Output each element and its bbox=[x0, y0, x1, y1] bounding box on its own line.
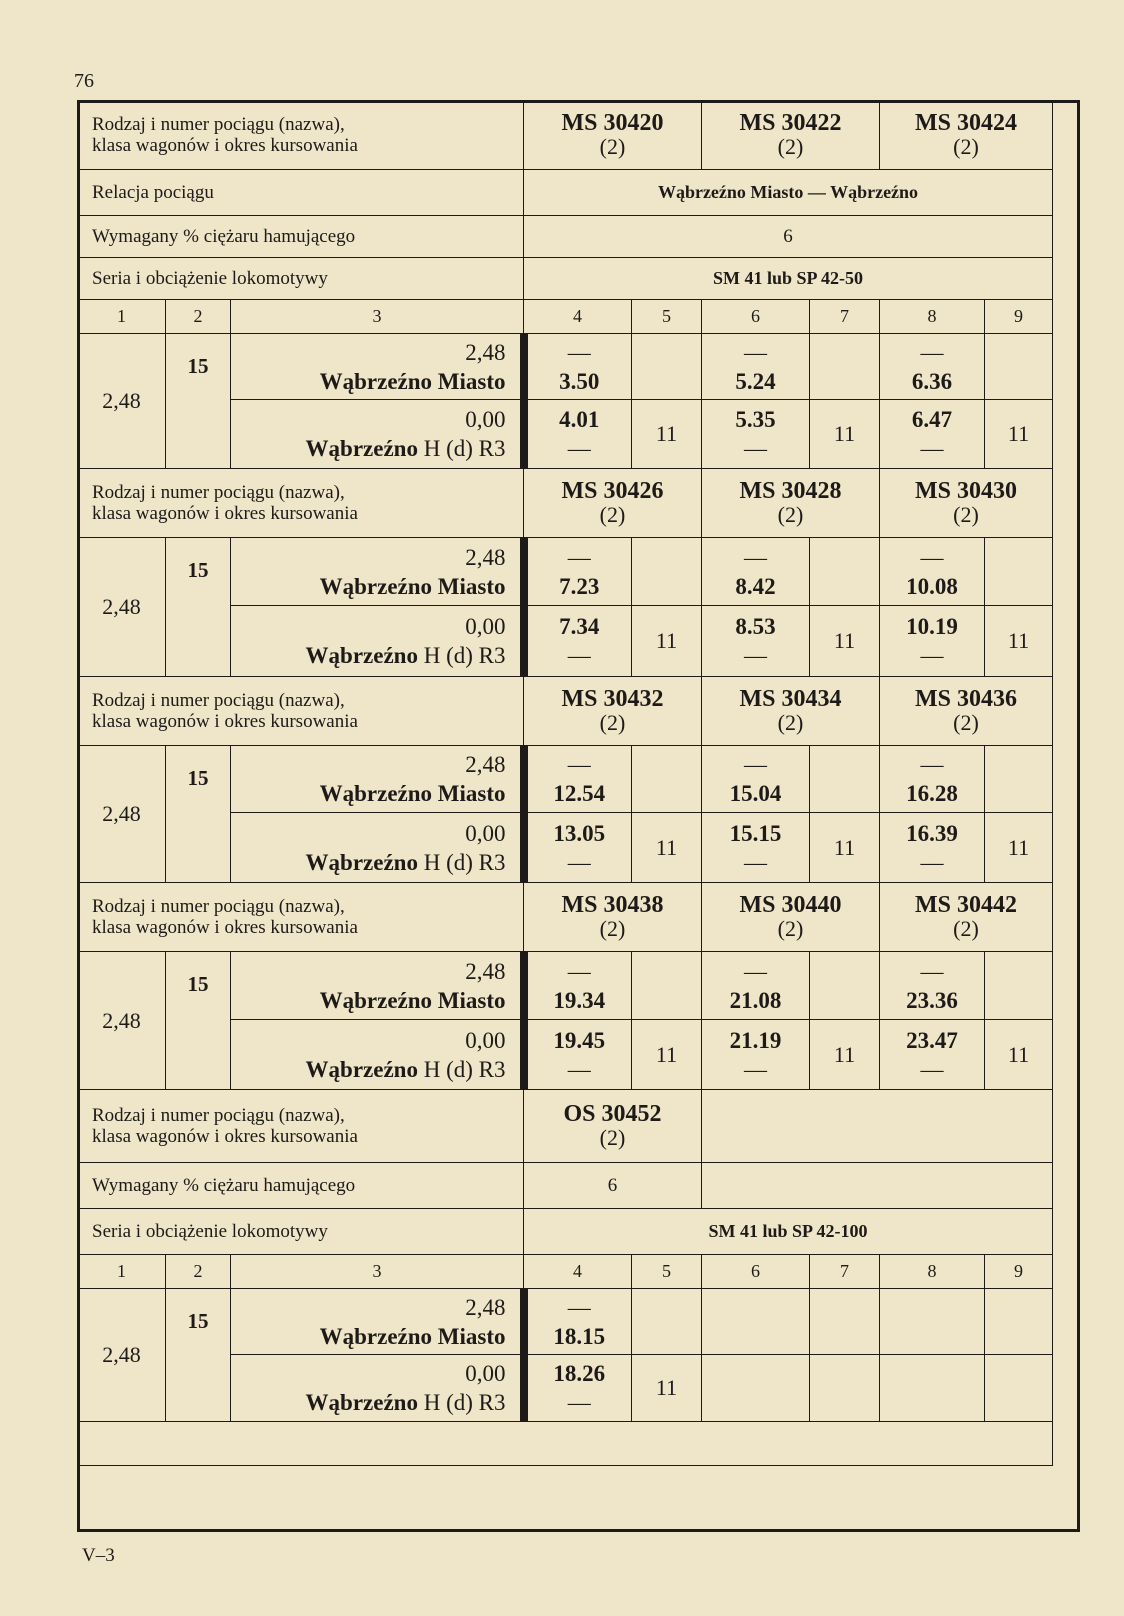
time-cell: 19.45 — bbox=[524, 1020, 632, 1090]
train-header: MS 30420 (2) bbox=[524, 101, 702, 170]
track-cell bbox=[985, 952, 1053, 1020]
station-start: 2,48 Wąbrzeźno Miasto bbox=[231, 1289, 524, 1355]
station-end: 0,00 Wąbrzeźno H (d) R3 bbox=[231, 1355, 524, 1422]
empty-cell bbox=[702, 1355, 810, 1422]
column-number: 4 bbox=[524, 1255, 632, 1289]
train-header: OS 30452 (2) bbox=[524, 1090, 702, 1163]
station-row-departure bbox=[78, 952, 1053, 1020]
time-cell: 10.19 — bbox=[880, 606, 985, 677]
column-number: 2 bbox=[166, 300, 231, 334]
time-cell: — 3.50 bbox=[524, 334, 632, 400]
track-cell bbox=[985, 538, 1053, 606]
time-cell: 4.01 — bbox=[524, 400, 632, 469]
time-cell: — 10.08 bbox=[880, 538, 985, 606]
time-cell: — 5.24 bbox=[702, 334, 810, 400]
station-end: 0,00 Wąbrzeźno H (d) R3 bbox=[231, 1020, 524, 1090]
train-header: MS 30430 (2) bbox=[880, 469, 1053, 538]
distance-km: 2,48 bbox=[78, 1289, 166, 1422]
column-number: 9 bbox=[985, 300, 1053, 334]
track-cell: 11 bbox=[810, 813, 880, 883]
station-start: 2,48 Wąbrzeźno Miasto bbox=[231, 746, 524, 813]
train-header-label: Rodzaj i numer pociągu (nazwa), klasa wagonów i okres kursowania bbox=[78, 1090, 524, 1163]
empty-cell bbox=[985, 1355, 1053, 1422]
brake-label: Wymagany % ciężaru hamującego bbox=[78, 1163, 524, 1209]
time-cell: — 23.36 bbox=[880, 952, 985, 1020]
station-start: 2,48 Wąbrzeźno Miasto bbox=[231, 538, 524, 606]
track-cell bbox=[810, 538, 880, 606]
track-cell bbox=[810, 952, 880, 1020]
time-cell: 15.15 — bbox=[702, 813, 810, 883]
train-header-label: Rodzaj i numer pociągu (nazwa), klasa wagonów i okres kursowania bbox=[78, 883, 524, 952]
empty-cell bbox=[702, 1289, 810, 1355]
time-cell: 6.47 — bbox=[880, 400, 985, 469]
track-cell: 11 bbox=[632, 1020, 702, 1090]
empty-cell bbox=[985, 1289, 1053, 1355]
track-cell: 11 bbox=[985, 813, 1053, 883]
empty-cell bbox=[702, 1090, 1053, 1163]
column-number: 7 bbox=[810, 300, 880, 334]
time-cell: 5.35 — bbox=[702, 400, 810, 469]
loco-label: Seria i obciążenie lokomotywy bbox=[78, 258, 524, 300]
line-number: 15 bbox=[166, 538, 231, 677]
station-row-departure bbox=[78, 1289, 1053, 1355]
time-cell: 7.34 — bbox=[524, 606, 632, 677]
time-cell: — 18.15 bbox=[524, 1289, 632, 1355]
empty-cell bbox=[78, 1422, 1053, 1466]
column-number: 5 bbox=[632, 1255, 702, 1289]
empty-cell bbox=[880, 1355, 985, 1422]
column-number: 4 bbox=[524, 300, 632, 334]
train-header: MS 30440 (2) bbox=[702, 883, 880, 952]
column-number: 6 bbox=[702, 1255, 810, 1289]
column-number: 6 bbox=[702, 300, 810, 334]
train-header-label: Rodzaj i numer pociągu (nazwa), klasa wagonów i okres kursowania bbox=[78, 101, 524, 170]
blank-row bbox=[78, 1422, 1053, 1466]
loco-value: SM 41 lub SP 42-50 bbox=[524, 258, 1053, 300]
time-cell: — 12.54 bbox=[524, 746, 632, 813]
distance-km: 2,48 bbox=[78, 746, 166, 883]
column-number: 3 bbox=[231, 1255, 524, 1289]
track-cell bbox=[632, 538, 702, 606]
station-end: 0,00 Wąbrzeźno H (d) R3 bbox=[231, 813, 524, 883]
loco-label: Seria i obciążenie lokomotywy bbox=[78, 1209, 524, 1255]
empty-cell bbox=[702, 1163, 1053, 1209]
track-cell: 11 bbox=[985, 1020, 1053, 1090]
track-cell: 11 bbox=[810, 400, 880, 469]
track-cell bbox=[985, 746, 1053, 813]
track-cell: 11 bbox=[985, 606, 1053, 677]
time-cell: — 6.36 bbox=[880, 334, 985, 400]
brake-value: 6 bbox=[524, 216, 1053, 258]
time-cell: 13.05 — bbox=[524, 813, 632, 883]
train-header-label: Rodzaj i numer pociągu (nazwa), klasa wagonów i okres kursowania bbox=[78, 469, 524, 538]
empty-cell bbox=[880, 1289, 985, 1355]
column-number: 8 bbox=[880, 1255, 985, 1289]
station-end: 0,00 Wąbrzeźno H (d) R3 bbox=[231, 400, 524, 469]
column-number: 1 bbox=[78, 300, 166, 334]
track-cell bbox=[632, 334, 702, 400]
train-header-row bbox=[78, 101, 1053, 170]
track-cell: 11 bbox=[985, 400, 1053, 469]
column-number: 5 bbox=[632, 300, 702, 334]
column-number: 1 bbox=[78, 1255, 166, 1289]
page-number: 76 bbox=[74, 70, 94, 92]
track-cell: 11 bbox=[632, 1355, 702, 1422]
distance-km: 2,48 bbox=[78, 952, 166, 1090]
track-cell bbox=[985, 334, 1053, 400]
track-cell bbox=[632, 1289, 702, 1355]
track-cell bbox=[632, 746, 702, 813]
column-number: 7 bbox=[810, 1255, 880, 1289]
time-cell: — 21.08 bbox=[702, 952, 810, 1020]
empty-cell bbox=[810, 1355, 880, 1422]
distance-km: 2,48 bbox=[78, 538, 166, 677]
time-cell: 8.53 — bbox=[702, 606, 810, 677]
relation-row bbox=[78, 170, 1053, 216]
time-cell: 21.19 — bbox=[702, 1020, 810, 1090]
train-header: MS 30442 (2) bbox=[880, 883, 1053, 952]
column-number: 3 bbox=[231, 300, 524, 334]
loco-value: SM 41 lub SP 42-100 bbox=[524, 1209, 1053, 1255]
relation-label: Relacja pociągu bbox=[78, 170, 524, 216]
track-cell bbox=[810, 746, 880, 813]
train-header: MS 30428 (2) bbox=[702, 469, 880, 538]
train-header-row bbox=[78, 883, 1053, 952]
time-cell: — 19.34 bbox=[524, 952, 632, 1020]
loco-row bbox=[78, 258, 1053, 300]
time-cell: — 7.23 bbox=[524, 538, 632, 606]
column-number: 9 bbox=[985, 1255, 1053, 1289]
station-start: 2,48 Wąbrzeźno Miasto bbox=[231, 334, 524, 400]
train-header: MS 30432 (2) bbox=[524, 677, 702, 746]
station-row-departure bbox=[78, 334, 1053, 400]
relation-value: Wąbrzeźno Miasto — Wąbrzeźno bbox=[524, 170, 1053, 216]
train-header: MS 30434 (2) bbox=[702, 677, 880, 746]
train-header-label: Rodzaj i numer pociągu (nazwa), klasa wagonów i okres kursowania bbox=[78, 677, 524, 746]
line-number: 15 bbox=[166, 952, 231, 1090]
track-cell: 11 bbox=[632, 606, 702, 677]
line-number: 15 bbox=[166, 1289, 231, 1422]
train-header: MS 30436 (2) bbox=[880, 677, 1053, 746]
timetable bbox=[77, 100, 1053, 1466]
train-header-row bbox=[78, 469, 1053, 538]
station-end: 0,00 Wąbrzeźno H (d) R3 bbox=[231, 606, 524, 677]
train-header-row bbox=[78, 1090, 1053, 1163]
track-cell bbox=[810, 334, 880, 400]
train-header-row bbox=[78, 677, 1053, 746]
time-cell: — 16.28 bbox=[880, 746, 985, 813]
track-cell: 11 bbox=[632, 813, 702, 883]
track-cell: 11 bbox=[810, 1020, 880, 1090]
brake-row bbox=[78, 216, 1053, 258]
track-cell: 11 bbox=[810, 606, 880, 677]
train-header: MS 30438 (2) bbox=[524, 883, 702, 952]
time-cell: — 8.42 bbox=[702, 538, 810, 606]
brake-label: Wymagany % ciężaru hamującego bbox=[78, 216, 524, 258]
train-header: MS 30422 (2) bbox=[702, 101, 880, 170]
empty-cell bbox=[810, 1289, 880, 1355]
line-number: 15 bbox=[166, 746, 231, 883]
time-cell: 16.39 — bbox=[880, 813, 985, 883]
station-row-departure bbox=[78, 746, 1053, 813]
column-number: 2 bbox=[166, 1255, 231, 1289]
brake-row bbox=[78, 1163, 1053, 1209]
time-cell: 23.47 — bbox=[880, 1020, 985, 1090]
station-start: 2,48 Wąbrzeźno Miasto bbox=[231, 952, 524, 1020]
column-number-row bbox=[78, 300, 1053, 334]
time-cell: 18.26 — bbox=[524, 1355, 632, 1422]
distance-km: 2,48 bbox=[78, 334, 166, 469]
track-cell: 11 bbox=[632, 400, 702, 469]
line-number: 15 bbox=[166, 334, 231, 469]
column-number: 8 bbox=[880, 300, 985, 334]
brake-value: 6 bbox=[524, 1163, 702, 1209]
track-cell bbox=[632, 952, 702, 1020]
time-cell: — 15.04 bbox=[702, 746, 810, 813]
footer-code: V–3 bbox=[82, 1545, 115, 1566]
train-header: MS 30424 (2) bbox=[880, 101, 1053, 170]
loco-row bbox=[78, 1209, 1053, 1255]
station-row-departure bbox=[78, 538, 1053, 606]
train-header: MS 30426 (2) bbox=[524, 469, 702, 538]
column-number-row bbox=[78, 1255, 1053, 1289]
